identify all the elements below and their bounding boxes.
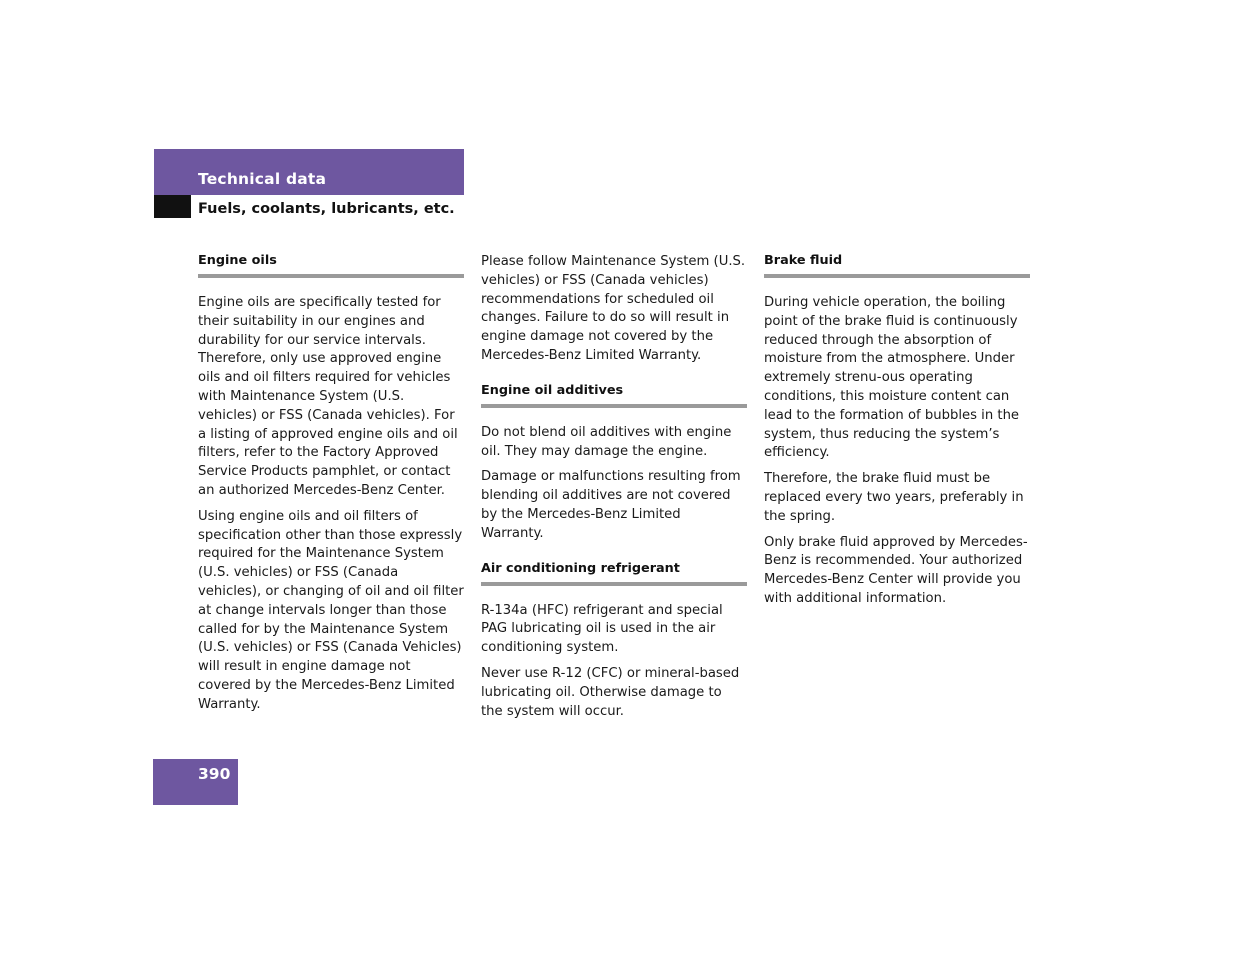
section-header-bar: [154, 149, 464, 195]
heading-brake-fluid: Brake fluid: [764, 253, 1030, 278]
section-title: Technical data: [198, 170, 327, 188]
column-1: [198, 253, 464, 715]
heading-engine-oil-additives: Engine oil additives: [481, 383, 747, 408]
paragraph: R-134a (HFC) refrigerant and special PAG lubricating oil is used in the air conditioning system.: [481, 602, 723, 656]
paragraph: Only brake fluid approved by Mercedes-Benz is recommended. Your authorized Mercedes-Benz Center will provide you with additional information.: [764, 534, 1028, 606]
paragraph: Never use R-12 (CFC) or mineral-based lubricating oil. Otherwise damage to the system will occur.: [481, 665, 740, 719]
paragraph: Damage or malfunctions resulting from blending oil additives are not covered by the Mercedes-Benz Limited Warranty.: [481, 469, 741, 541]
paragraph: Using engine oils and oil filters of specification other than those expressly required for the Maintenance System (U.S. vehicles) or FSS (Canada vehicles), or changing of oil and oil filter at change intervals longer than those called for by the Maintenance System (U.S. vehicles) or FSS (Canada Vehicles) will result in engine damage not covered by the Mercedes-Benz Limited Warranty.: [198, 508, 464, 712]
page-number-box: [153, 759, 238, 805]
section-tab-marker: [154, 195, 191, 218]
paragraph: Do not blend oil additives with engine oil. They may damage the engine.: [481, 424, 732, 459]
heading-air-conditioning-refrigerant: Air conditioning refrigerant: [481, 561, 747, 586]
column-2: [481, 253, 747, 721]
heading-engine-oils: Engine oils: [198, 253, 464, 278]
page-subtitle: Fuels, coolants, lubricants, etc.: [198, 201, 455, 217]
paragraph: Therefore, the brake fluid must be replaced every two years, preferably in the spring.: [764, 471, 1024, 524]
paragraph: During vehicle operation, the boiling point of the brake fluid is continuously reduced through the absorption of moisture from the atmosphere. Under extremely strenu-ous operating conditions, this moisture content can lead to the formation of bubbles in the system, thus reducing the system’s efficiency.: [764, 295, 1020, 461]
page-number: 390: [198, 765, 231, 783]
paragraph: Please follow Maintenance System (U.S. vehicles) or FSS (Canada vehicles) recommendations for scheduled oil changes. Failure to do so will result in engine damage not covered by the Mercedes-Benz Limited Warranty.: [481, 254, 746, 363]
column-3: [764, 253, 1030, 609]
paragraph: Engine oils are specifically tested for their suitability in our engines and durability for our service intervals. Therefore, only use approved engine oils and oil filters required for vehicles with Maintenance System (U.S. vehicles) or FSS (Canada vehicles). For a listing of approved engine oils and oil filters, refer to the Factory Approved Service Products pamphlet, or contact an authorized Mercedes-Benz Center.: [198, 295, 458, 498]
